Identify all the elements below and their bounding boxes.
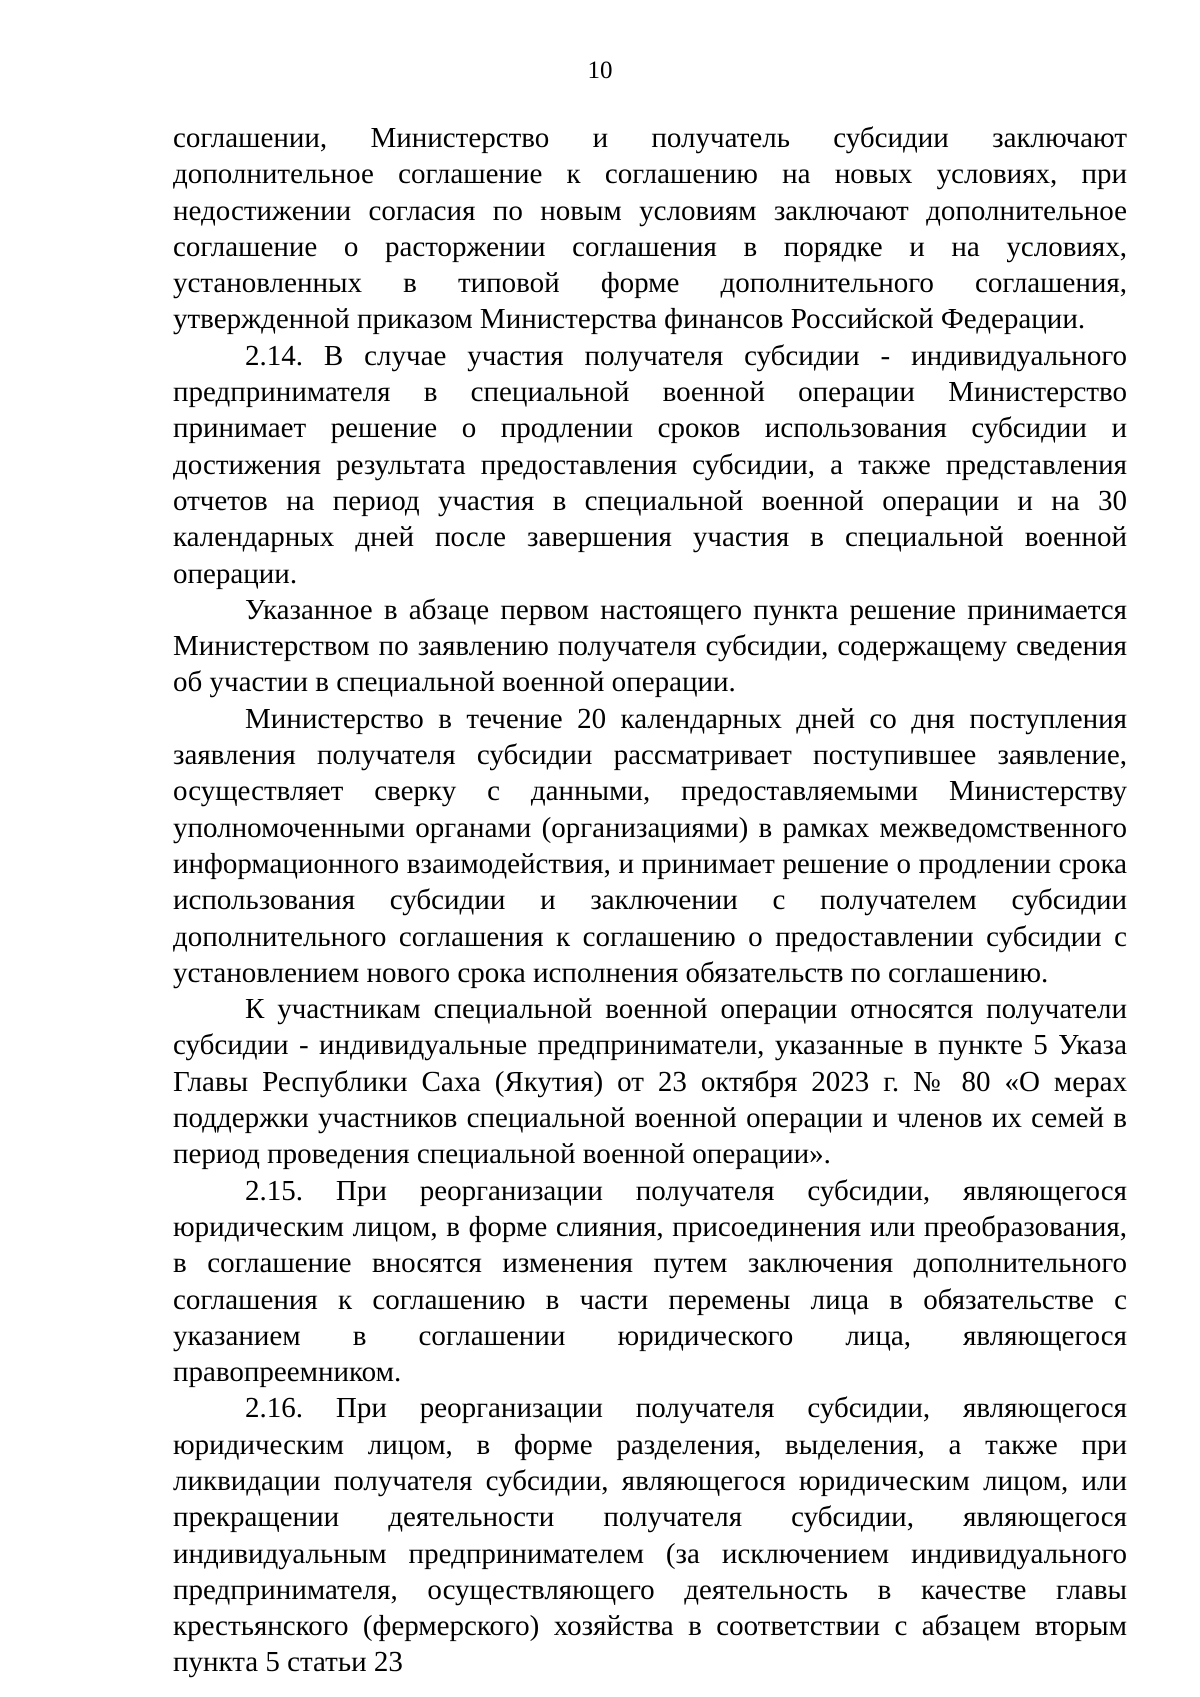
paragraph-2-14-decision: Указанное в абзаце первом настоящего пункта решение принимается Министерством по заявлению получателя субсидии, содержащему сведения об участии в специальной военной операции. [173,593,1127,699]
page-number: 10 [587,57,613,84]
paragraph-continuation: соглашении, Министерство и получатель субсидии заключают дополнительное соглашение к соглашению на новых условиях, при недостижении согласия по новым условиям заключают дополнительное соглашение о расторжении соглашения в порядке и на условиях, установленных в типовой форме дополнительного соглашения, утвержденной приказом Министерства финансов Российской Федерации. [173,122,1127,336]
paragraph-2-14-review: Министерство в течение 20 календарных дней со дня поступления заявления получателя субсидии рассматривает поступившее заявление, осуществляет сверку с данными, предоставляемыми Министерству уполномоченными органами (организациями) в рамках межведомственного информационного взаимодействия, и принимает решение о продлении срока использования субсидии и заключении с получателем субсидии дополнительного соглашения к соглашению о предоставлении субсидии с установлением нового срока исполнения обязательств по соглашению. [173,702,1127,989]
paragraph-2-16: 2.16. При реорганизации получателя субсидии, являющегося юридическим лицом, в форме разделения, выделения, а также при ликвидации получателя субсидии, являющегося юридическим лицом, или прекращении деятельности получателя субсидии, являющегося индивидуальным предпринимателем (за исключением индивидуального предпринимателя, осуществляющего деятельность в качестве главы крестьянского (фермерского) хозяйства в соответствии с абзацем вторым пункта 5 статьи 23 [173,1392,1127,1679]
paragraph-2-15: 2.15. При реорганизации получателя субсидии, являющегося юридическим лицом, в форме слияния, присоединения или преобразования, в соглашение вносятся изменения путем заключения дополнительного соглашения к соглашению в части перемены лица в обязательстве с указанием в соглашении юридического лица, являющегося правопреемником. [173,1174,1127,1389]
paragraph-2-14: 2.14. В случае участия получателя субсидии - индивидуального предпринимателя в специальной военной операции Министерство принимает решение о продлении сроков использования субсидии и достижения результата предоставления субсидии, а также представления отчетов на период участия в специальной военной операции и на 30 календарных дней после завершения участия в специальной военной операции. [173,339,1127,590]
document-body [173,120,1127,1681]
paragraph-2-14-participants: К участникам специальной военной операции относятся получатели субсидии - индивидуальные предприниматели, указанные в пункте 5 Указа Главы Республики Саха (Якутия) от 23 октября 2023 г. № 80 «О мерах поддержки участников специальной военной операции и членов их семей в период проведения специальной военной операции». [173,993,1127,1171]
